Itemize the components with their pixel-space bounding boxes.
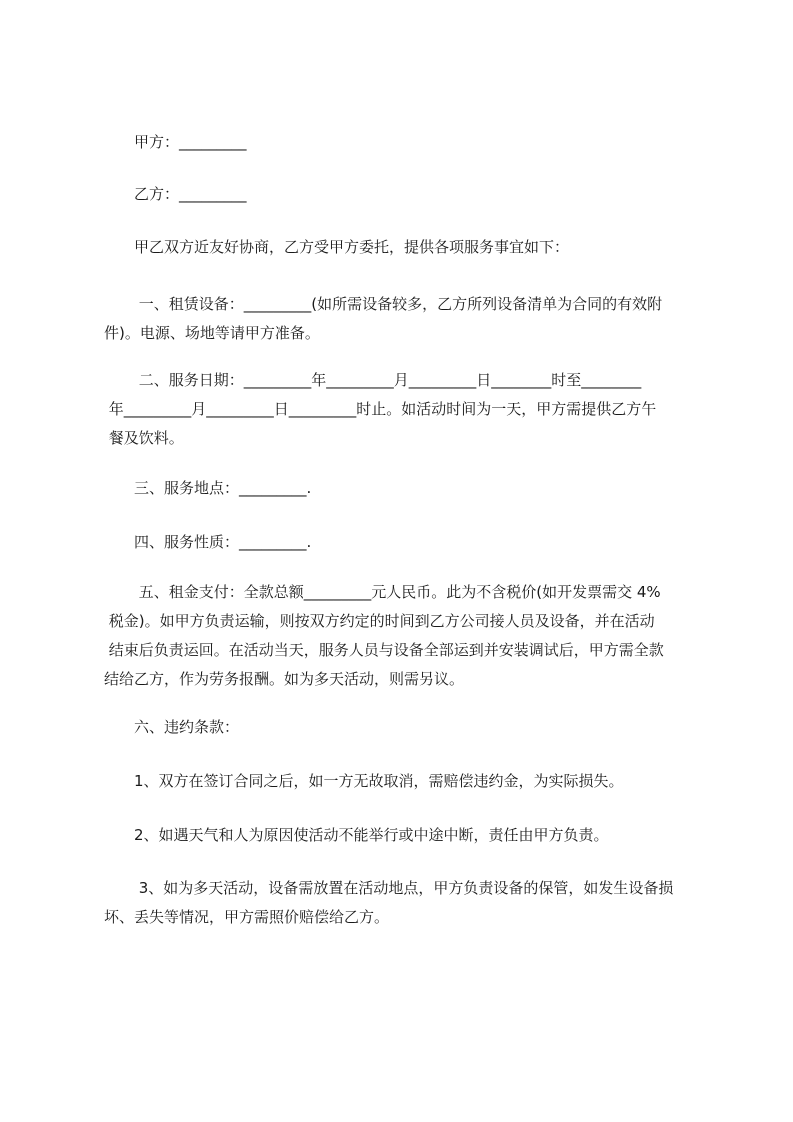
breach-3-line-2: 坏、丢失等情况，甲方需照价赔偿给乙方。 <box>104 908 390 926</box>
clause-5-line-4: 结给乙方，作为劳务报酬。如为多天活动，则需另议。 <box>104 670 465 688</box>
party-b-line: 乙方：_________ <box>134 185 247 203</box>
breach-term-1: 1、双方在签订合同之后，如一方无故取消，需赔偿违约金，为实际损失。 <box>134 772 624 790</box>
clause-2-line-2: 年_________月_________日_________时止。如活动时间为一天，甲方需提供乙方午 <box>104 400 657 418</box>
clause-5-line-1: 五、租金支付：全款总额_________元人民币。此为不含税价(如开发票需交 4% <box>134 583 661 601</box>
clause-2-line-3: 餐及饮料。 <box>104 429 184 447</box>
clause-1-line-1: 一、租赁设备：_________(如所需设备较多，乙方所列设备清单为合同的有效附 <box>134 295 663 313</box>
breach-3-line-1: 3、如为多天活动，设备需放置在活动地点，甲方负责设备的保管，如发生设备损 <box>134 879 674 897</box>
breach-term-2: 2、如遇天气和人为原因使活动不能举行或中途中断，责任由甲方负责。 <box>134 826 609 844</box>
clause-5-payment <box>104 578 704 694</box>
clause-1-line-2: 件)。电源、场地等请甲方准备。 <box>104 324 320 342</box>
clause-5-line-2: 税金)。如甲方负责运输，则按双方约定的时间到乙方公司接人员及设备，并在活动 <box>104 612 655 630</box>
clause-6-title: 六、违约条款： <box>134 718 240 736</box>
clause-3-service-location: 三、服务地点：_________. <box>134 479 312 497</box>
clause-4-service-nature: 四、服务性质：_________. <box>134 533 312 551</box>
party-a-line: 甲方：_________ <box>134 133 247 151</box>
clause-1-rental-equipment <box>104 290 704 348</box>
clause-2-line-1: 二、服务日期：_________年_________月_________日________时至________ <box>134 371 642 389</box>
clause-5-line-3: 结束后负责运回。在活动当天，服务人员与设备全部运到并安装调试后，甲方需全款 <box>104 641 664 659</box>
clause-2-service-dates <box>104 366 704 453</box>
intro-paragraph: 甲乙双方近友好协商，乙方受甲方委托，提供各项服务事宜如下： <box>134 238 570 256</box>
breach-term-3 <box>104 874 704 932</box>
